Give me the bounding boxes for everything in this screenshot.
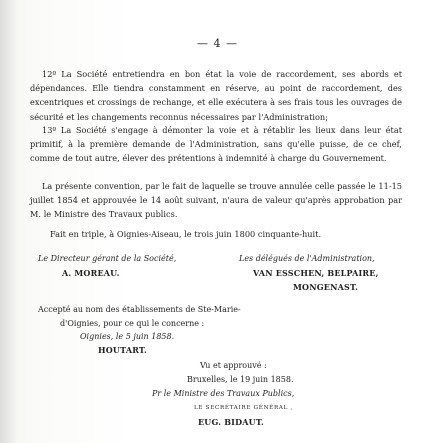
page-binding-shadow — [0, 0, 18, 443]
left-signature-name: A. MOREAU. — [62, 268, 120, 278]
approval-date: Bruxelles, le 19 juin 1858. — [187, 375, 294, 384]
paragraph-12 — [30, 67, 402, 124]
acceptance-date: Oignies, le 5 juin 1858. — [80, 332, 175, 341]
right-signature-name-line-1: VAN ESSCHEN, BELPAIRE, — [253, 268, 379, 278]
paragraph-13-text: 13º La Société s'engage à démonter la voie et à rétablir les lieux dans leur état primitif, à la première demande de l'Administration, sans qu'elle puisse, de ce chef, comme de tout autre, élever des prétentions à indemnité à charge du Gouvernement. — [30, 125, 402, 164]
approval-signatory: EUG. BIDAUT. — [198, 417, 264, 427]
paragraph-13 — [30, 123, 402, 166]
approval-block — [152, 359, 372, 429]
right-signature-name-line-2: MONGENAST. — [293, 282, 359, 292]
left-signature-block — [38, 252, 218, 280]
approval-title-line: LE SECRÉTAIRE GÉNÉRAL , — [194, 405, 293, 411]
acceptance-block — [38, 303, 253, 357]
right-signature-block — [239, 252, 404, 294]
page-number: — 4 — — [197, 37, 238, 50]
acceptance-line-1: Accepté au nom des établissements de Ste-Marie- — [38, 305, 241, 314]
left-signature-title: Le Directeur gérant de la Société, — [38, 254, 177, 263]
paragraph-12-text: 12º La Société entretiendra en bon état la voie de raccordement, ses abords et dépendances. Elle tiendra constamment en réserve, au point de raccordement, des excentriques et crossings de rechange, et elle exécutera à ses frais tous les ouvrages de sécurité et les changements reconnus nécessaires par l'Administration; — [30, 69, 402, 122]
acceptance-signatory: HOUTART. — [98, 344, 148, 355]
approval-heading: Vu et approuvé : — [200, 361, 267, 370]
convention-paragraph-text: La présente convention, par le fait de laquelle se trouve annulée celle passée le 11-15 juillet 1854 et approuvée le 14 août suivant, n'aura de valeur qu'après approbation par M. le Ministre des Travaux publics. — [30, 181, 402, 220]
convention-paragraph — [30, 179, 402, 222]
acceptance-line-2: d'Oignies, pour ce qui le concerne : — [60, 318, 205, 328]
signature-date-line: Fait en triple, à Oignies-Aiseau, le trois juin 1800 cinquante-huit. — [50, 229, 322, 239]
right-signature-title: Les délégués de l'Administration, — [239, 254, 375, 263]
approval-ministry-line: Pr le Ministre des Travaux Publics, — [152, 389, 295, 398]
